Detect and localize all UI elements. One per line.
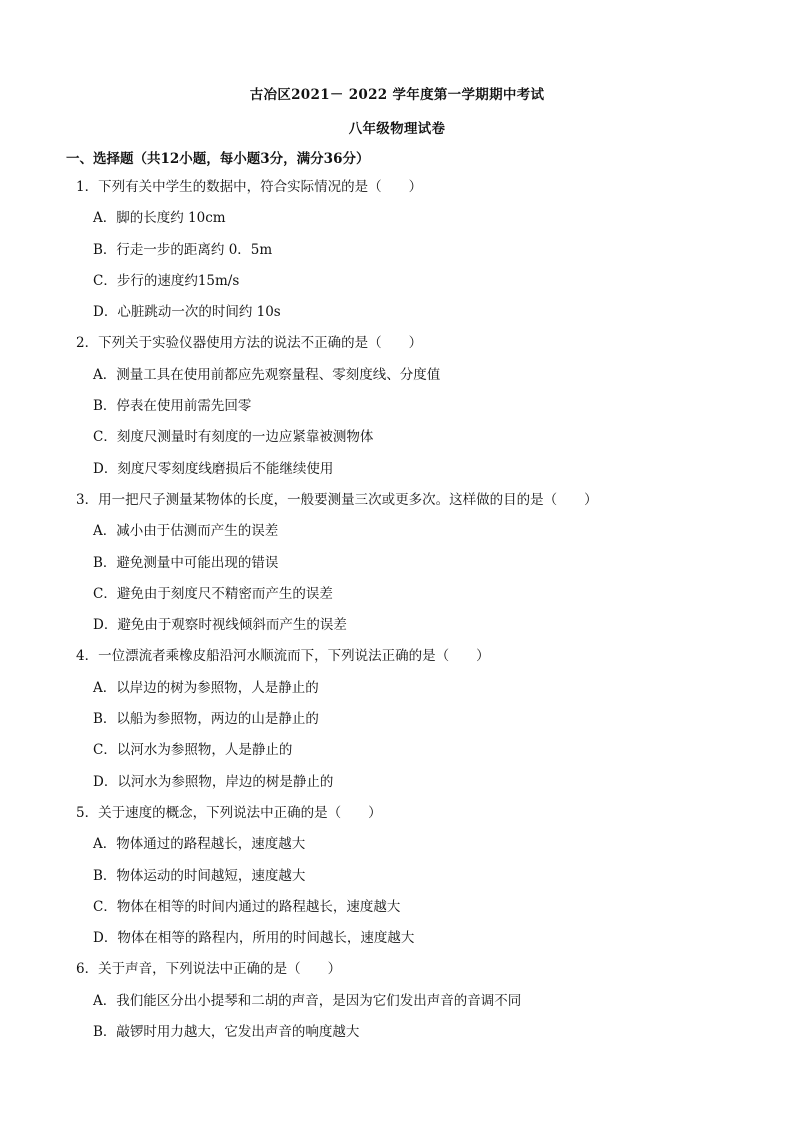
option-c: C．物体在相等的时间内通过的路程越长，速度越大 bbox=[93, 898, 401, 915]
option-a: A．减小由于估测而产生的误差 bbox=[93, 523, 279, 540]
question-list bbox=[0, 178, 794, 1054]
question-stem: 6．关于声音，下列说法中正确的是（ ） bbox=[76, 961, 342, 978]
question-stem: 3．用一把尺子测量某物体的长度，一般要测量三次或更多次。这样做的目的是（ ） bbox=[76, 491, 598, 508]
question-1 bbox=[0, 178, 794, 334]
option-a: A．物体通过的路程越长，速度越大 bbox=[93, 836, 306, 853]
option-d: D．避免由于观察时视线倾斜而产生的误差 bbox=[93, 617, 347, 634]
question-stem: 5．关于速度的概念，下列说法中正确的是（ ） bbox=[76, 804, 382, 821]
option-b: B．以船为参照物，两边的山是静止的 bbox=[93, 711, 319, 728]
option-d: D．物体在相等的路程内，所用的时间越长，速度越大 bbox=[93, 930, 415, 947]
question-stem: 2．下列关于实验仪器使用方法的说法不正确的是（ ） bbox=[76, 335, 423, 352]
option-d: D．刻度尺零刻度线磨损后不能继续使用 bbox=[93, 460, 334, 477]
option-a: A．测量工具在使用前都应先观察量程、零刻度线、分度值 bbox=[93, 366, 441, 383]
option-d: D．以河水为参照物，岸边的树是静止的 bbox=[93, 773, 334, 790]
exam-subtitle: 八年级物理试卷 bbox=[348, 121, 446, 137]
question-4 bbox=[0, 647, 794, 803]
question-6 bbox=[0, 960, 794, 1054]
option-b: B．敲锣时用力越大，它发出声音的响度越大 bbox=[93, 1024, 360, 1041]
option-a: A．我们能区分出小提琴和二胡的声音，是因为它们发出声音的音调不同 bbox=[93, 992, 522, 1009]
option-c: C．避免由于刻度尺不精密而产生的误差 bbox=[93, 585, 333, 602]
question-3 bbox=[0, 491, 794, 647]
exam-title: 古冶区2021－ 2022 学年度第一学期期中考试 bbox=[249, 87, 545, 103]
question-5 bbox=[0, 804, 794, 960]
option-a: A．脚的长度约 10cm bbox=[93, 210, 226, 227]
option-c: C．步行的速度约15m/s bbox=[93, 272, 240, 289]
option-b: B．避免测量中可能出现的错误 bbox=[93, 554, 279, 571]
option-c: C．以河水为参照物，人是静止的 bbox=[93, 742, 293, 759]
section-heading: 一、选择题（共12小题，每小题3分，满分36分） bbox=[66, 151, 370, 167]
question-2 bbox=[0, 334, 794, 490]
option-b: B．行走一步的距离约 0．5m bbox=[93, 241, 273, 258]
option-b: B．停表在使用前需先回零 bbox=[93, 398, 252, 415]
option-a: A．以岸边的树为参照物，人是静止的 bbox=[93, 679, 319, 696]
option-c: C．刻度尺测量时有刻度的一边应紧靠被测物体 bbox=[93, 429, 374, 446]
option-b: B．物体运动的时间越短，速度越大 bbox=[93, 867, 306, 884]
question-stem: 1．下列有关中学生的数据中，符合实际情况的是（ ） bbox=[76, 179, 423, 195]
option-d: D．心脏跳动一次的时间约 10s bbox=[93, 304, 281, 321]
question-stem: 4．一位漂流者乘橡皮船沿河水顺流而下，下列说法正确的是（ ） bbox=[76, 648, 490, 665]
